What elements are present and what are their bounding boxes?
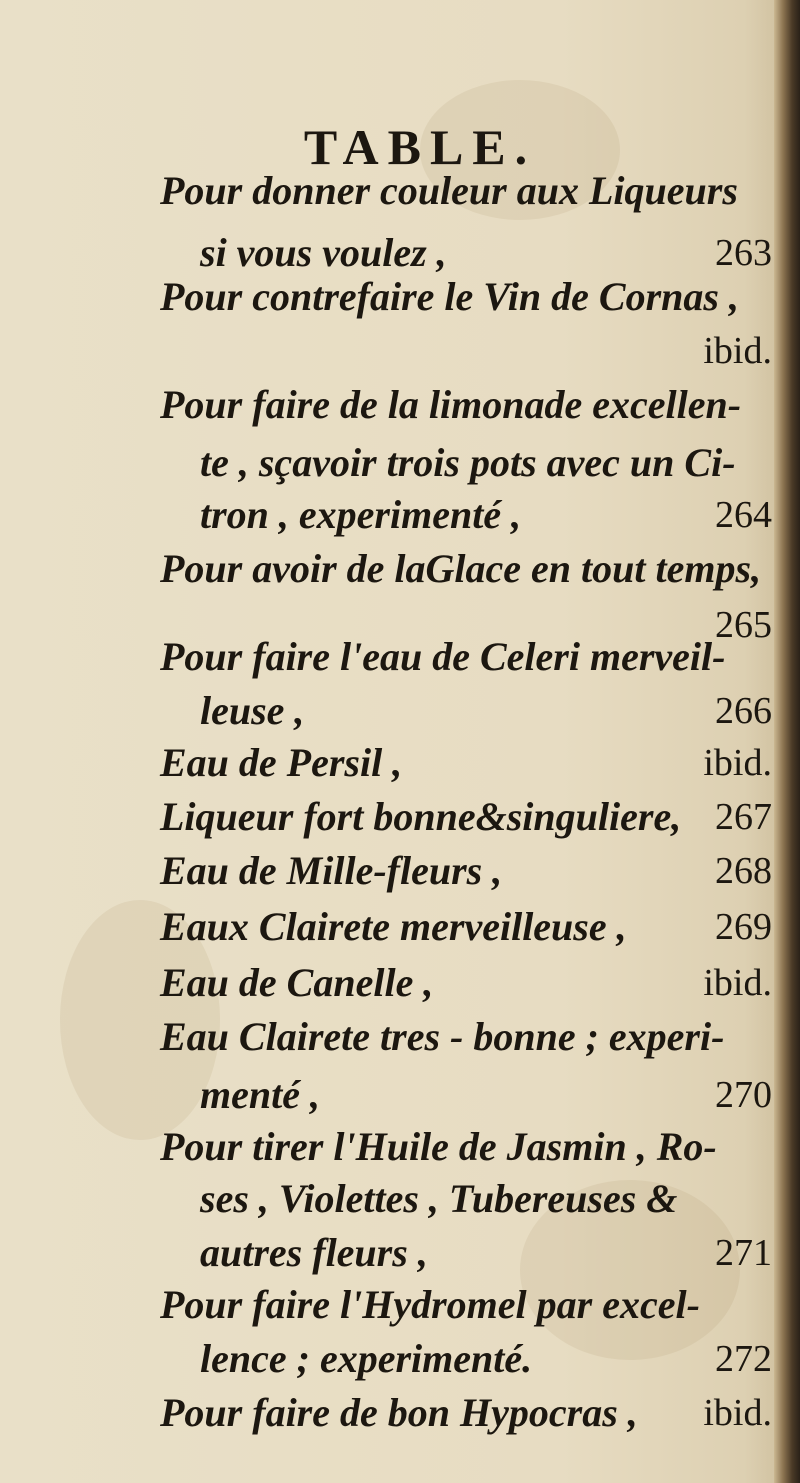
- toc-line: [160, 320, 772, 382]
- toc-line: [160, 160, 772, 222]
- toc-line: [160, 266, 772, 328]
- toc-line: [200, 1328, 772, 1390]
- entry-text: te , sçavoir trois pots avec un Ci-: [200, 440, 736, 485]
- entry-text: Pour faire de bon Hypocras ,: [160, 1390, 638, 1435]
- entry-text: Eau Clairete tres - bonne ; experi-: [160, 1014, 725, 1059]
- page-number: 268: [715, 850, 772, 892]
- entry-text: Pour donner couleur aux Liqueurs: [160, 168, 738, 213]
- entry-text: Pour tirer l'Huile de Jasmin , Ro-: [160, 1124, 717, 1169]
- entry-text: Pour faire l'Hydromel par excel-: [160, 1282, 700, 1327]
- toc-line: [160, 1274, 772, 1336]
- entry-text: Pour faire de la limonade excellen-: [160, 382, 742, 427]
- page-number: 266: [715, 690, 772, 732]
- toc-line: [200, 1168, 772, 1230]
- page-number: 267: [715, 796, 772, 838]
- toc-line: [160, 840, 772, 902]
- toc-line: [160, 952, 772, 1014]
- entry-text: lence ; experimenté.: [200, 1336, 533, 1381]
- page-number: 263: [715, 232, 772, 274]
- entry-text: Eau de Mille-fleurs ,: [160, 848, 503, 893]
- entry-text: Pour avoir de laGlace en tout temps,: [160, 546, 762, 591]
- toc-line: [160, 786, 772, 848]
- entry-text: ses , Violettes , Tubereuses &: [200, 1176, 678, 1221]
- entry-text: Eaux Clairete merveilleuse ,: [160, 904, 627, 949]
- page-number: 264: [715, 494, 772, 536]
- page-number: ibid.: [703, 742, 772, 784]
- page-number: 265: [715, 604, 772, 646]
- entry-text: tron , experimenté ,: [200, 492, 522, 537]
- entry-text: autres fleurs ,: [200, 1230, 428, 1275]
- entry-text: si vous voulez ,: [200, 230, 447, 275]
- toc-line: [160, 374, 772, 436]
- page-number: 270: [715, 1074, 772, 1116]
- entry-text: Pour faire l'eau de Celeri merveil-: [160, 634, 726, 679]
- page-title: TABLE.: [303, 119, 537, 175]
- toc-line: [160, 626, 772, 688]
- toc-line: [160, 538, 772, 600]
- page-number: 271: [715, 1232, 772, 1274]
- page-number: 272: [715, 1338, 772, 1380]
- entry-text: Liqueur fort bonne&singuliere,: [160, 794, 682, 839]
- page-number: ibid.: [703, 330, 772, 372]
- entry-text: Eau de Persil ,: [160, 740, 403, 785]
- page-number: 269: [715, 906, 772, 948]
- entry-text: Pour contrefaire le Vin de Cornas ,: [160, 274, 739, 319]
- toc-line: [160, 896, 772, 958]
- entry-text: leuse ,: [200, 688, 305, 733]
- page-number: ibid.: [703, 962, 772, 1004]
- toc-line: [200, 484, 772, 546]
- toc-line: [160, 1006, 772, 1068]
- entry-text: menté ,: [200, 1072, 320, 1117]
- toc-line: [160, 1382, 772, 1444]
- entry-text: Eau de Canelle ,: [160, 960, 434, 1005]
- toc-line: [160, 732, 772, 794]
- page-number: ibid.: [703, 1392, 772, 1434]
